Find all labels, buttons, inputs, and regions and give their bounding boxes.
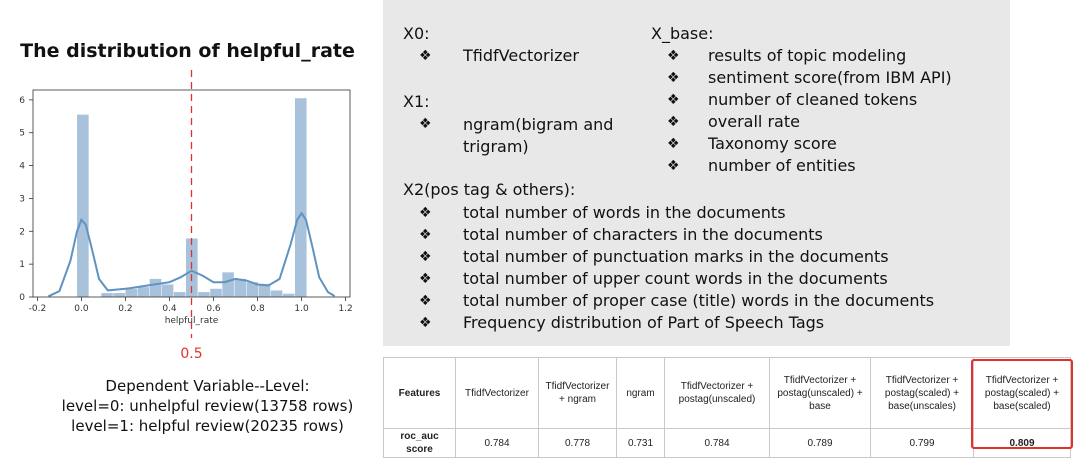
histogram-bar [138,287,150,297]
table-header: TfidfVectorizer + postag(scaled) + base(unscales) [871,358,974,429]
histogram-bar [174,292,186,297]
table-cell: 0.731 [617,429,665,458]
histogram-bar [283,294,295,297]
x-tick-label: 0.2 [118,304,133,314]
x0-title: X0: [403,24,430,43]
y-tick-label: 6 [19,95,25,106]
x-tick-label: 0.4 [162,304,177,314]
table-cell: 0.784 [456,429,539,458]
diamond-bullet-icon: ❖ [419,116,432,132]
x2-item: total number of upper count words in the documents [463,269,888,288]
table-header: ngram [617,358,665,429]
diamond-bullet-icon: ❖ [419,293,432,309]
diamond-bullet-icon: ❖ [667,92,680,108]
x-tick-label: 1.0 [294,304,309,314]
table-header: TfidfVectorizer + postag(scaled) + base(scaled) [974,358,1071,429]
caption-line-3: level=1: helpful review(20235 rows) [71,417,344,435]
histogram-bar [125,289,137,297]
y-tick-label: 3 [19,194,25,205]
x2-item: total number of punctuation marks in the documents [463,247,889,266]
best-score-highlight [971,359,1073,449]
feature-sets-panel [383,0,1010,346]
table-header: TfidfVectorizer + postag(unscaled) + base [770,358,871,429]
roc-auc-results-table [383,357,1071,458]
table-cell: 0.784 [665,429,770,458]
y-tick-label: 2 [19,227,25,238]
dependent-variable-caption [20,376,395,436]
diamond-bullet-icon: ❖ [419,315,432,331]
histogram-bar [271,290,283,297]
histogram-bar [77,115,89,297]
x-axis-label: helpful_rate [164,316,219,326]
table-row-label: roc_auc score [384,429,456,458]
diamond-bullet-icon: ❖ [667,70,680,86]
diamond-bullet-icon: ❖ [419,48,432,64]
y-tick-label: 1 [19,260,25,271]
x-tick-label: 1.2 [338,304,353,314]
table-header: Features [384,358,456,429]
table-row [384,429,1071,458]
histogram-bar [222,272,234,297]
xbase-item: number of cleaned tokens [708,90,918,109]
histogram-bar [150,279,162,297]
y-tick-label: 4 [19,161,25,172]
chart-title: The distribution of helpful_rate [20,40,355,62]
x2-item: total number of proper case (title) words in the documents [463,291,935,310]
diamond-bullet-icon: ❖ [419,249,432,265]
table-header-row [384,358,1071,429]
table-header: TfidfVectorizer [456,358,539,429]
x2-item: total number of words in the documents [463,203,786,222]
diamond-bullet-icon: ❖ [667,136,680,152]
helpful-rate-histogram [0,70,375,370]
xbase-item: results of topic modeling [708,46,907,65]
histogram-bar [113,293,125,297]
x2-item: total number of characters in the documents [463,225,823,244]
threshold-label: 0.5 [180,346,203,362]
diamond-bullet-icon: ❖ [419,205,432,221]
diamond-bullet-icon: ❖ [667,158,680,174]
x1-title: X1: [403,92,430,111]
table-header: TfidfVectorizer + postag(unscaled) [665,358,770,429]
caption-line-1: Dependent Variable--Level: [105,377,310,395]
table-cell: 0.778 [539,429,617,458]
table-cell-best: 0.809 [974,429,1071,458]
x-tick-label: 0.8 [250,304,265,314]
diamond-bullet-icon: ❖ [667,114,680,130]
x0-item: TfidfVectorizer [463,46,579,65]
histogram-bar [234,279,246,297]
x2-item: Frequency distribution of Part of Speech Tags [463,313,825,332]
diamond-bullet-icon: ❖ [419,271,432,287]
x2-title: X2(pos tag & others): [403,180,576,199]
histogram-bar [198,292,210,297]
xbase-item: Taxonomy score [708,134,837,153]
xbase-item: number of entities [708,156,856,175]
y-tick-label: 0 [19,293,25,303]
histogram-bar [210,289,222,297]
histogram-bar [162,285,174,297]
x-tick-label: -0.2 [28,304,47,314]
xbase-item: sentiment score(from IBM API) [708,68,952,87]
diamond-bullet-icon: ❖ [667,48,680,64]
x-tick-label: 0.0 [74,304,89,314]
caption-line-2: level=0: unhelpful review(13758 rows) [61,397,354,415]
xbase-item: overall rate [708,112,800,131]
xbase-title: X_base: [651,24,714,43]
y-tick-label: 5 [19,128,25,139]
diamond-bullet-icon: ❖ [419,227,432,243]
table-cell: 0.789 [770,429,871,458]
histogram-bar [101,293,113,297]
x1-item: ngram(bigram and trigram) [463,115,614,156]
table-header: TfidfVectorizer + ngram [539,358,617,429]
x-tick-label: 0.6 [206,304,221,314]
histogram-bar [295,98,307,297]
table-cell: 0.799 [871,429,974,458]
